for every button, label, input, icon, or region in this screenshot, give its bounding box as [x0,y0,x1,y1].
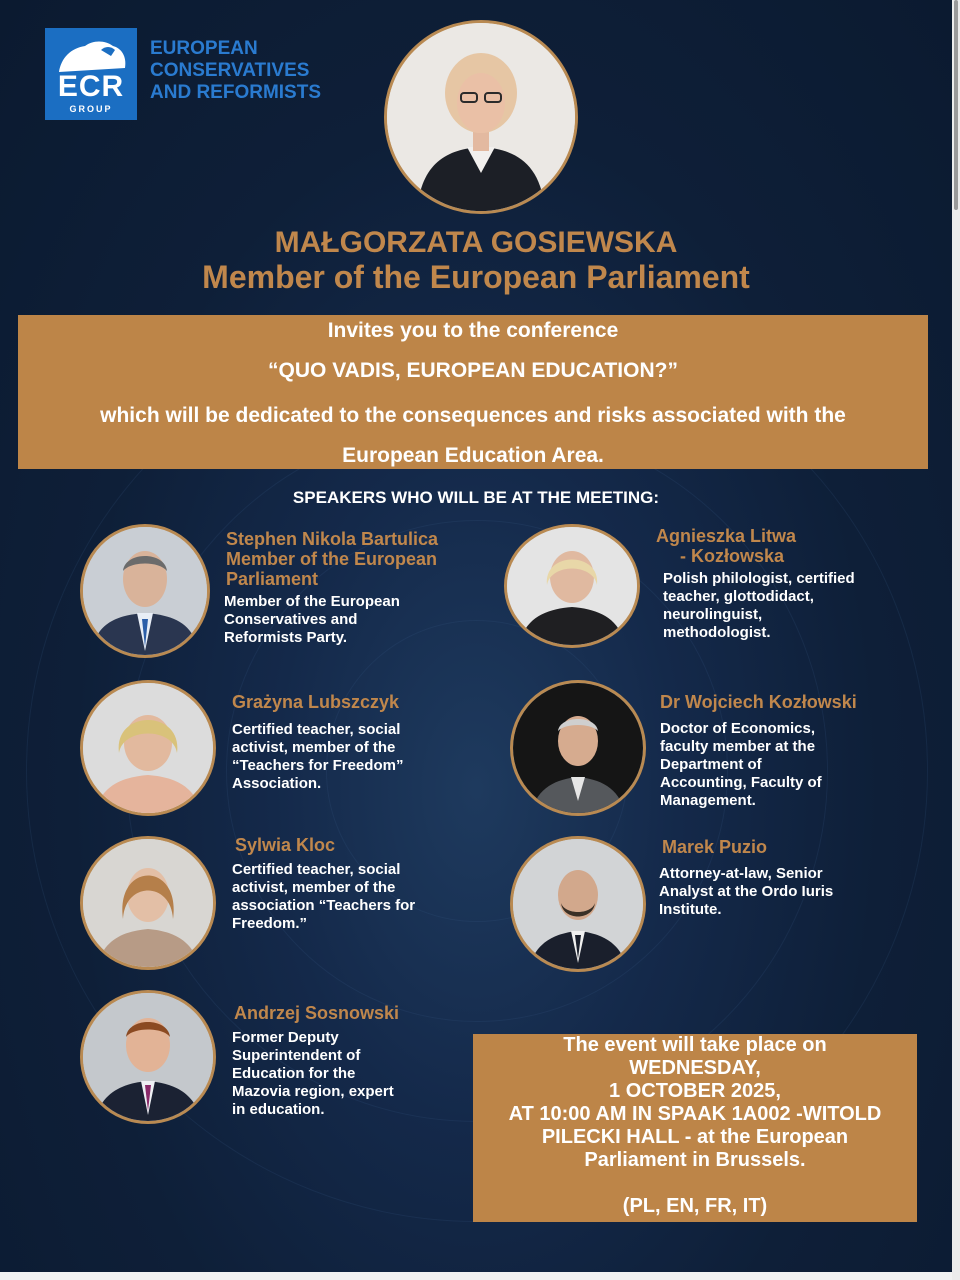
speaker-description: Polish philologist, certified teacher, glottodidact, neurolinguist, methodologist. [663,570,855,641]
speaker-photo [510,836,646,972]
invite-line: which will be dedicated to the consequences and risks associated with the [100,404,846,427]
host-name: MAŁGORZATA GOSIEWSKA [274,226,678,259]
page-bottom-edge [0,1272,952,1280]
invite-description [18,396,928,476]
person-portrait-icon [83,527,207,655]
event-languages: (PL, EN, FR, IT) [622,1195,768,1217]
host-portrait [384,20,578,214]
speaker-description: Doctor of Economics, faculty member at the Department of Accounting, Faculty of Management. [660,720,822,809]
speaker-photo [510,680,646,816]
speaker-description: Certified teacher, social activist, member of the “Teachers for Freedom” Association. [232,721,404,792]
speaker-name: Grażyna Lubszczyk [232,692,400,712]
event-line: PILECKI HALL - at the European [541,1126,849,1148]
logo-line: AND REFORMISTS [150,82,321,103]
event-line: The event will take place on [563,1034,827,1056]
conference-title: “QUO VADIS, EUROPEAN EDUCATION?” [268,359,678,382]
person-portrait-icon [83,993,213,1121]
person-portrait-icon [513,839,643,969]
speaker-photo [80,836,216,970]
speaker-description: Certified teacher, social activist, member of the association “Teachers for Freedom.” [232,861,416,932]
ecr-logo [45,28,137,120]
logo-line: CONSERVATIVES [150,60,310,81]
person-portrait-icon [507,527,637,645]
logo-line: EUROPEAN [150,38,258,59]
speaker-name: Andrzej Sosnowski [234,1003,400,1023]
speaker-description: Attorney-at-law, Senior Analyst at the Ordo Iuris Institute. [659,865,834,918]
speaker-photo [80,524,210,658]
logo-group-word: GROUP [69,104,113,114]
invite-line: European Education Area. [342,444,604,467]
speaker-name: Marek Puzio [662,837,768,857]
logo-wordmark [150,38,321,104]
vertical-scrollbar[interactable] [952,0,960,1280]
event-line: Parliament in Brussels. [584,1149,806,1171]
speaker-description: Member of the European Conservatives and Reformists Party. [224,593,400,646]
person-portrait-icon [83,683,213,813]
speaker-description: Former Deputy Superintendent of Education for the Mazovia region, expert in education. [232,1029,394,1118]
speaker-name: Sylwia Kloc [235,835,336,855]
logo-abbr: ECR [57,70,125,103]
event-line: AT 10:00 AM IN SPAAK 1A002 -WITOLD [508,1103,882,1125]
speaker-name: Agnieszka Litwa - Kozłowska [656,526,797,566]
scrollbar-thumb[interactable] [954,0,958,210]
speaker-name: Stephen Nikola Bartulica Member of the European Parliament [226,529,439,589]
host-role: Member of the European Parliament [202,259,750,295]
speaker-photo [504,524,640,648]
event-line: WEDNESDAY, [629,1057,761,1079]
person-portrait-icon [83,839,213,967]
speaker-photo [80,680,216,816]
speakers-heading: SPEAKERS WHO WILL BE AT THE MEETING: [292,488,660,507]
speaker-name: Dr Wojciech Kozłowski [660,692,857,712]
event-date: 1 OCTOBER 2025, [609,1080,781,1102]
person-portrait-icon [387,23,575,211]
invite-line: Invites you to the conference [327,319,619,342]
event-line [473,1172,917,1195]
speaker-photo [80,990,216,1124]
invitation-banner [18,315,928,469]
event-details-box [473,1034,917,1222]
person-portrait-icon [513,683,643,813]
